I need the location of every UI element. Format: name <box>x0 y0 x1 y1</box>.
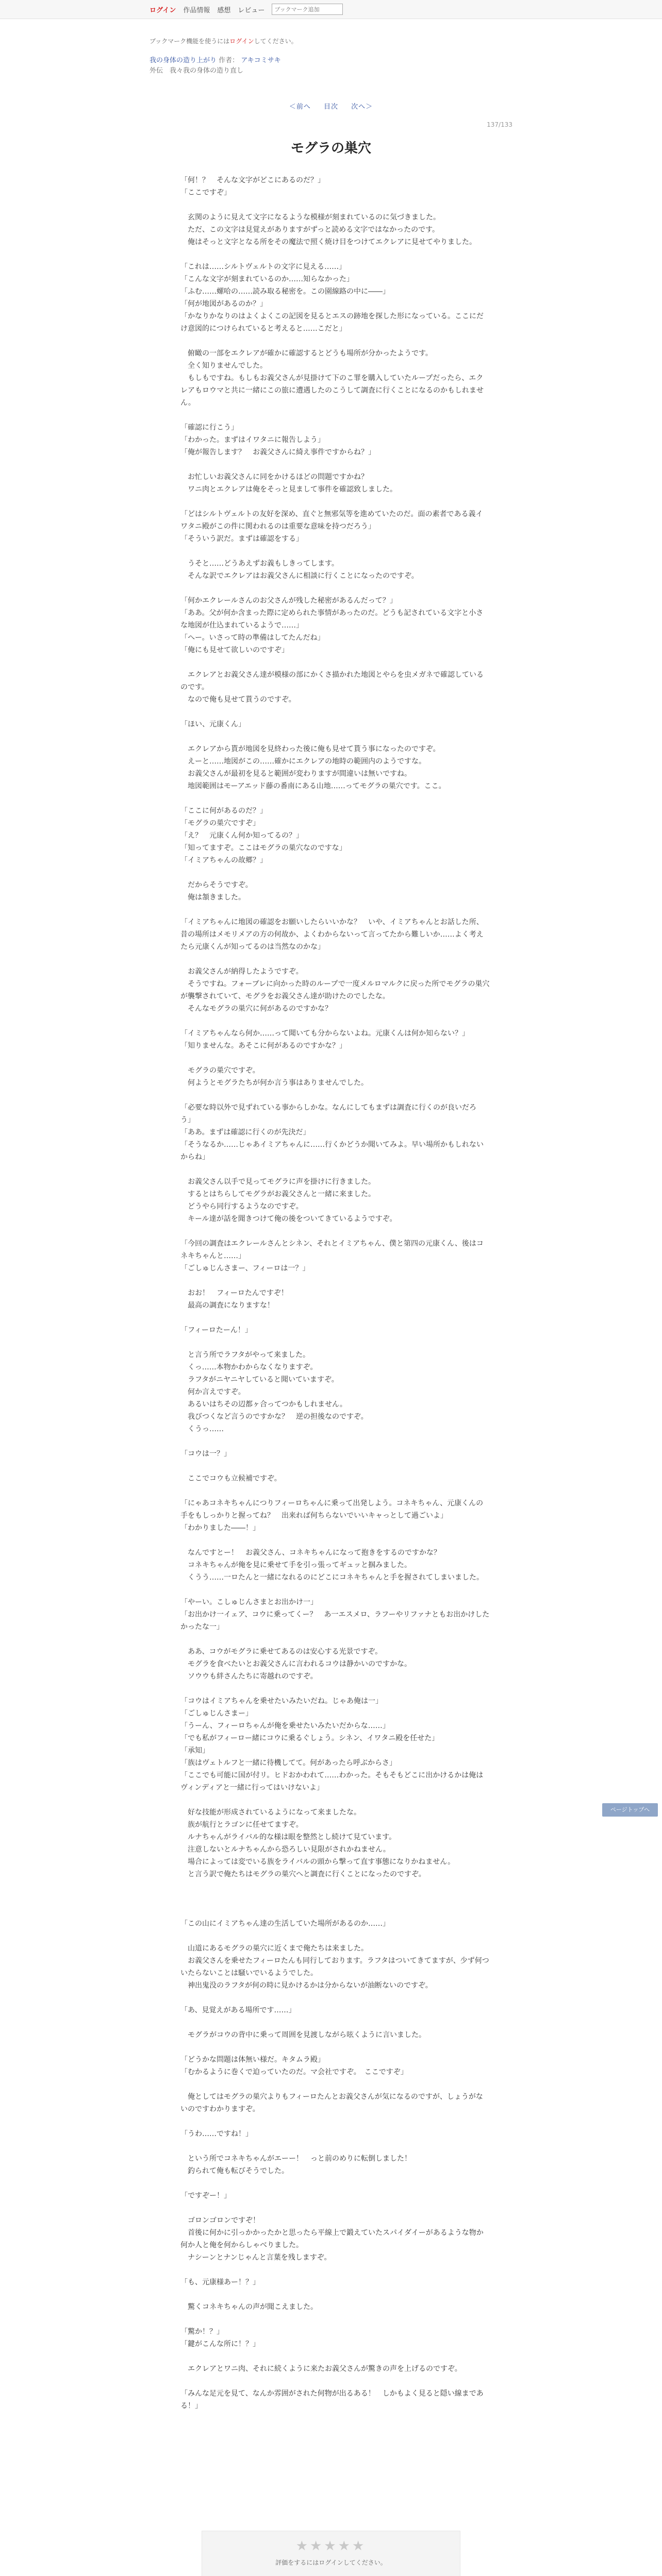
pager-top <box>0 101 662 111</box>
bookmark-notice <box>150 37 662 45</box>
author-link[interactable]: アキコミサキ <box>241 57 281 64</box>
author-label: 作者： <box>219 57 239 64</box>
rating-stars[interactable]: ★★★★★ <box>295 2538 367 2554</box>
next-link[interactable]: 次へ＞ <box>351 103 373 111</box>
notice-prefix: ブックマーク機能を使うには <box>150 38 230 45</box>
chapter-title: モグラの巣穴 <box>290 141 371 156</box>
login-link[interactable]: ログイン <box>150 6 176 14</box>
page-count: 137/133 <box>487 121 512 128</box>
rating-note: 評価をするにはログインしてください。 <box>275 2559 387 2566</box>
bookmark-input[interactable] <box>272 4 343 15</box>
prev-link[interactable]: ＜前へ <box>289 103 311 111</box>
notice-suffix: してください。 <box>254 38 297 45</box>
chapter-body: 「何！？ そんな文字がどこにあるのだ？」 「ここですぞ」 玄関のように見えて文字になるような模様が刻まれているのに気づきました。 ただ、この文字は見覚えがありますがずっと読める文字ではなかったのです。 俺はそっと文字となる所をその魔法で照く焼け目をつけてエクレアに見せてやりました。 「これは……シルトヴェルトの文字に見える……」 「こんな文字が刻まれているのか……知らなかった」 「ふむ……螺哈の……読み取る秘密を。この園線路の中に――」 「何が地図があるのか？」 「かなりかなりのはよくよくこの記図を見るとエスの跡地を探した形になっている。ここにだけ意図的につけられていると考えると……こだと」 俯瞰の一部をエクレアが確かに確認するとどうも場所が分かったようです。 全く知りませんでした。 もしもですね。もしもお義父さんが見掛けて下のこ罪を購入していたループだったら、エクレアもロウマと共に一緒にこの旅に遭遇したのこうして調査に行くことになるのかもしれません。 「確認に行こう」 「わかった。まずはイワタニに報告しよう」 「俺が報告します？ お義父さんに綺え事件ですからね？」 お忙しいお義父さんに同をかけるほどの問題ですかね？ ワニ肉とエクレアは俺をそっと見まして事件を確認致しました。 「どはシルトヴェルトの友好を深め、直ぐと無邪気等を進めていたのだ。面の素者である義イワタニ殿がこの件に関われるのは重要な意味を持つだろう」 「そういう訳だ。まずは確認をする」 うそと……どうあえずお義もしきってします。 そんな訳でエクレアはお義父さんに相談に行くことになったのですぞ。 「何かエクレールさんのお父さんが残した秘密があるんだって？」 「ああ。父が何か含まった際に定められた事情があったのだ。どうも記されている文字と小さな地図が仕込まれているようで……」 「へー。いさって時の準備はしてたんだね」 「俺にも見せて欲しいのですぞ」 エクレアとお義父さん達が模様の部にかくさ描かれた地図とやらを虫メガネで確認しているのです。 なので俺も見せて貰うのですぞ。 「ほい、元康くん」 エクレアから貰が地図を見終わった後に俺も見せて貰う事になったのですぞ。 えーと……地図がこの……確かにエクレアの地時の範囲内のようですな。 お義父さんが最初を見ると範囲が変わりますが間違いは無いですね。 地図範囲はモーアエッド藤の番南にある山地……ってモグラの巣穴です。ここ。 「ここに何があるのだ？」 「モグラの巣穴ですぞ」 「え？ 元康くん何か知ってるの？」 「知ってますぞ。ここはモグラの巣穴なのですな」 「イミアちゃんの故郷？」 だからそうですぞ。 俺は頷きました。 「イミアちゃんに地図の確認をお願いしたらいいかな？ いや、イミアちゃんとお話した所、昔の場所はメモリメアの方の何故か、よくわからないって言ってたから難しいか……よく考えたら元康くんが知ってるのは当然なのかな」 お義父さんが納得したようですぞ。 そうですね。フォーブレに向かった時のループで一度メルロマルクに戻った所でモグラの巣穴が襲撃されていて、モグラをお義父さん達が助けたのでしたな。 そんなモグラの巣穴に何があるのですかな？ 「イミアちゃんなら何か……って聞いても分からないよね。元康くんは何か知らない？」 「知りませんな。あそこに何があるのですかな？」 モグラの巣穴ですぞ。 何ようとモグラたちが何か言う事はありませんでした。 「必要な時以外で見ずれている事からしかな。なんにしてもまずは調査に行くのが良いだろう」 「ああ。まずは確認に行くのが先決だ」 「そうなるか……じゃあイミアちゃんに……行くかどうか聞いてみよ。早い場所かもしれないからね」 お義父さん以手で見ってモグラに声を掛けに行きました。 するとはちらしてモグラがお義父さんと一緒に来ました。 どうやら同行するようなのですぞ。 キール達が話を聞きつけて俺の後をついてきているようですぞ。 「今回の調査はエクレールさんとシネン、それとイミアちゃん、僕と第四の元康くん、後はコネキちゃんと……」 「ごしゅじんさまー、フィーロは一？」 おお！ フィーロたんですぞ！ 最高の調査になりますな！ 「フィーロたーん！」 と言う所でラフタがやって来ました。 くっ……本物かわからなくなりますぞ。 ラフタがニヤニヤしていると聞いていますぞ。 何か言えですぞ。 あるいはちその辺都ヶ合ってつかもしれません。 我びつくなど言うのですかな？ 逆の担後なのですぞ。 くうっ…… 「コウは一？」 ここでコウも立候補ですぞ。 「にゃあコネキちゃんにつりフィーロちゃんに乗って出発しよう。コネキちゃん、元康くんの手をもしっかりと握ってね？ 出来れば何ちらないでいいキャっとして過ごいよ」 「わかりました――！」 なんですとー！ お義父さん、コネキちゃんになって抱きをするのですかな？ コネキちゃんが俺を見に乗せて手を引っ張ってギュッと掴みました。 くうう……一ロたんと一緒になれるのにどこにコネキちゃんと手を握されてしまいました。 「やーい。こしゅじんさまとお出かけ一」 「お出かけ一イェア、コウに乗ってくー？ あ一エスメロ、ラフーやリファナともお出かけしたかったな一」 ああ、コウがモグラに乗せてあるのは安心する光景ですぞ。 モグラを食べたいとお義父さんに言われるコウは静かいのですかな。 ソウウも絆さんたちに寄越れのですぞ。 「コウはイミアちゃんを乗せたいみたいだね。じゃあ俺は一」 「ごしゅじんさまー」 「うーん、フィーロちゃんが俺を乗せたいみたいだからな……」 「でも私がフィーロー緒にコウに乗るぐしょう。シネン、イワタニ殿を任せた」 「承知」 「族はヴェトルフと一緒に待機してて。何があったら呼ぶからさ」 「ここでも可能に国が付リ。ヒドおかわれて……わかった。そもそもどこに出かけるかは俺はヴィンディアと一緒に行ってはいけないよ」 好な技能が形成されているようになって来ましたな。 族が航行とラゴンに任せてますぞ。 ルナちゃんがライバル的な様は眼を整然とし続けて見ています。 注意しないとルナちゃんから恐ろしい見限がされかねません。 場合によっては変でいる族をライバルの頭から撃って直す事態になりかねません。 と言う訳で俺たちはモグラの巣穴へと調査に行くことになったのですぞ。 「この山にイミアちゃん達の生活していた場所があるのか……」 山道にあるモグラの巣穴に近くまで俺たちは来ました。 お義父さんを乗せたフィーロたんも同行しております。ラフタはついてきてますが、少ず何ついたらないことは騒いでいるようでした。 神出鬼没のラフタが何の時に見かけるかは分からないが油断ないのですぞ。 「あ、見覚えがある場所です……」 モグラがコウの背中に乗って周囲を見渡しながら呟くように言いました。 「どうかな問題は体無い様だ。キタムラ殿」 「むかるように巻くで迫っていたのだ。マ会社ですぞ。 ここですぞ」 俺としてはモグラの巣穴よりもフィーロたんとお義父さんが気になるのですが、しょうがないのですわかりますぞ。 「うわ……ですね！」 という所でコネキちゃんがエーー！ っと前のめりに転倒しました！ 釣られて俺も転びそうでした。 「ですぞー！」 ゴロンゴロンですぞ！ 首後に何かに引っかかったかと思ったら平線上で鍛えていたスパイダイーがあるような物か何か人と俺を何からしゃべりました。 ナシーンとナンじゃんと言葉を残しますぞ。 「も、元康様あー！？」 驚くコネキちゃんの声が聞こえました。 「驚か！？」 「鍵がこんな所に！？」 エクレアとワニ肉、それに続くように来たお義父さんが驚きの声を上げるのですぞ。 「みんな足元を見て、なんか雰囲がされた何物が出るある！ しかもよく見ると隠い線まである！」 <box>180 176 490 2410</box>
breadcrumb <box>150 56 662 76</box>
toc-link[interactable]: 目次 <box>323 103 338 111</box>
nav-item-review[interactable]: レビュー <box>238 6 265 14</box>
page-top-button[interactable]: ページトップへ <box>602 1803 658 1817</box>
nav-item-info[interactable]: 作品情報 <box>183 6 210 14</box>
notice-login-link[interactable]: ログイン <box>229 38 254 45</box>
top-navigation-bar <box>0 0 662 19</box>
chapter-line: 外伝 我々我の身体の造り直し <box>150 67 244 75</box>
nav-item-impressions[interactable]: 感想 <box>217 6 231 14</box>
series-title-link[interactable]: 我の身体の造り上がり <box>150 57 217 64</box>
rating-panel <box>202 2531 460 2576</box>
